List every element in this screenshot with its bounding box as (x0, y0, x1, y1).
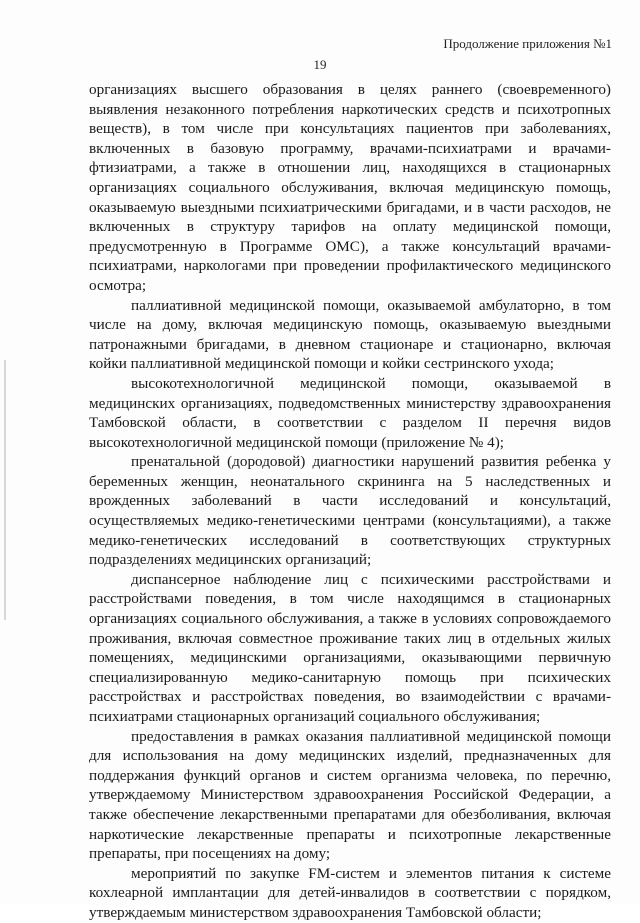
document-body (89, 80, 611, 923)
paragraph: пренатальной (дородовой) диагностики нарушений развития ребенка у беременных женщин, неонатального скрининга на 5 наследственных и врожденных заболеваний в части исследований и консультаций, осуществляемых медико-генетическими центрами (консультациями), а также медико-генетических исследований в соответствующих структурных подразделениях медицинских организаций; (89, 453, 611, 569)
paragraph: организациях высшего образования в целях раннего (своевременного) выявления незаконного потребления наркотических средств и психотропных веществ), в том числе при консультациях пациентов при заболеваниях, включенных в базовую программу, врачами-психиатрами и врачами-фтизиатрами, а также в отношении лиц, находящихся в стационарных организациях социального обслуживания, включая медицинскую помощь, оказываемую выездными психиатрическими бригадами, и в части расходов, не включенных в структуру тарифов на оплату медицинской помощи, предусмотренную в Программе ОМС), а также консультаций врачами-психиатрами, наркологами при проведении профилактического медицинского осмотра; (89, 81, 611, 294)
paragraph: мероприятий по закупке FM-систем и элементов питания к системе кохлеарной имплантации для детей-инвалидов в соответствии с порядком, утверждаемым министерством здравоохранения Тамбовской области; (89, 864, 611, 921)
paragraph: предоставления в рамках оказания паллиативной медицинской помощи для использования на дому медицинских изделий, предназначенных для поддержания функций органов и систем организма человека, по перечню, утверждаемому Министерством здравоохранения Российской Федерации, а также обеспечение лекарственными препаратами для обезболивания, включая наркотические лекарственные препараты и психотропные лекарственные препараты, при посещениях на дому; (89, 727, 611, 863)
paragraph: паллиативной медицинской помощи, оказываемой амбулаторно, в том числе на дому, включая медицинскую помощь, оказываемую выездными патронажными бригадами, в дневном стационаре и стационарно, включая койки паллиативной медицинской помощи и койки сестринского ухода; (89, 296, 611, 373)
scan-margin-mark (4, 360, 6, 620)
page-number: 19 (313, 57, 327, 72)
paragraph: диспансерное наблюдение лиц с психическими расстройствами и расстройствами поведения, в том числе находящимся в стационарных организациях социального обслуживания, а также в условиях сопровождаемого проживания, включая совместное проживание таких лиц в отдельных жилых помещениях, медицинскими организациями, оказывающими первичную специализированную медико-санитарную помощь при психических расстройствах и расстройствах поведения, во взаимодействии с врачами-психиатрами стационарных организаций социального обслуживания; (89, 570, 611, 725)
paragraph: высокотехнологичной медицинской помощи, оказываемой в медицинских организациях, подведомственных министерству здравоохранения Тамбовской области, в соответствии с разделом II перечня видов высокотехнологичной медицинской помощи (приложение № 4); (89, 374, 611, 451)
appendix-continuation-note: Продолжение приложения №1 (443, 36, 612, 51)
